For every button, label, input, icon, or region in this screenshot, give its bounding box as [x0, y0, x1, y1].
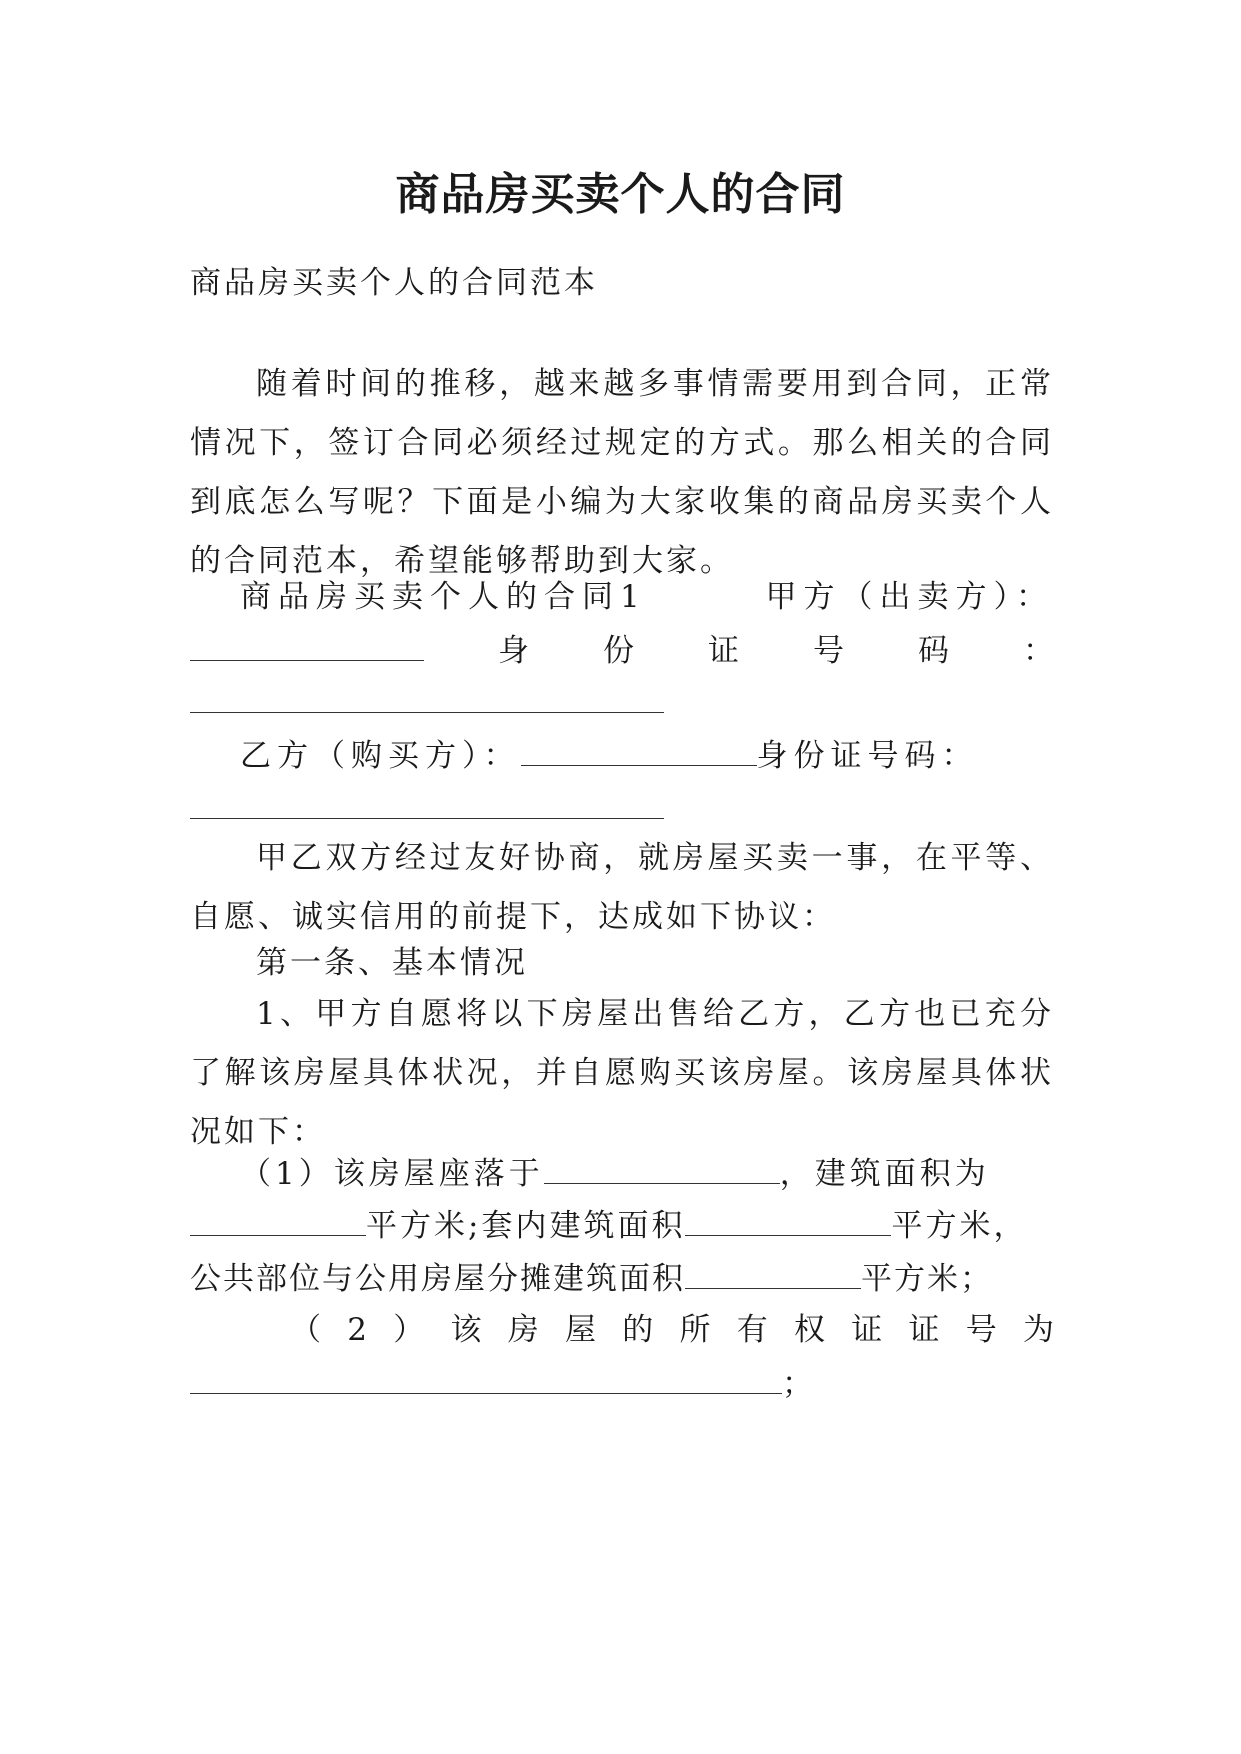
document-title: 商品房买卖个人的合同 [395, 169, 846, 220]
item-2-char-8: 有 [736, 1312, 768, 1348]
document-subtitle: 商品房买卖个人的合同范本 [190, 265, 598, 301]
party-b-label: 乙方（购买方）： [240, 738, 521, 774]
item-2-char-1: 2 [347, 1312, 367, 1348]
item-2-certificate-blank [190, 1353, 782, 1394]
party-b-id-blank [190, 778, 664, 819]
party-b-id-label: 身份证号码： [756, 738, 979, 774]
item-2-char-4: 房 [507, 1312, 539, 1348]
item-2-char-6: 的 [622, 1312, 654, 1348]
party-a-label: 甲方（出卖方）： [765, 579, 1054, 615]
party-b-line [240, 725, 979, 786]
item-1-area-label: ，建筑面积为 [779, 1156, 990, 1192]
id-char-5: ： [1023, 633, 1054, 669]
item-1-inner-area: 套内建筑面积 [481, 1208, 686, 1244]
party-a-name-blank [190, 620, 424, 661]
item-1-inner-area-blank [685, 1195, 891, 1236]
item-2-char-5: 屋 [564, 1312, 596, 1348]
contract-heading: 商品房买卖个人的合同1 [240, 579, 647, 615]
item-1-location-blank [544, 1143, 780, 1184]
item-2-char-0: （ [290, 1312, 321, 1348]
item-2-char-7: 所 [679, 1312, 711, 1348]
item-2-char-11: 证 [908, 1312, 940, 1348]
party-a-id-blank [190, 672, 664, 713]
id-char-0: 身 [498, 633, 529, 669]
item-2-line-2 [190, 1353, 813, 1414]
item-1-line-2 [190, 1195, 1027, 1256]
clause-1: 1、甲方自愿将以下房屋出售给乙方，乙方也已充分了解该房屋具体状况，并自愿购买该房屋。该房屋具体状况如下： [190, 996, 1054, 1150]
item-1-unit-2: 平方米， [891, 1208, 1028, 1244]
party-a-id-blank-line [190, 672, 664, 733]
item-1-shared-area: 公共部位与公用房屋分摊建筑面积 [190, 1261, 685, 1297]
id-char-4: 码 [918, 633, 949, 669]
article-1-title: 第一条、基本情况 [256, 945, 528, 981]
party-b-name-blank [521, 725, 757, 766]
item-1-unit-1: 平方米; [366, 1208, 482, 1244]
item-2-char-12: 号 [965, 1312, 997, 1348]
id-char-3: 号 [813, 633, 844, 669]
item-2-char-2: ） [393, 1312, 425, 1348]
agreement-intro: 甲乙双方经过友好协商，就房屋买卖一事，在平等、自愿、诚实信用的前提下，达成如下协议： [190, 840, 1054, 935]
item-2-char-10: 证 [851, 1312, 883, 1348]
id-char-1: 份 [603, 633, 634, 669]
intro-paragraph: 随着时间的推移，越来越多事情需要用到合同，正常情况下，签订合同必须经过规定的方式。那么相关的合同到底怎么写呢？下面是小编为大家收集的商品房买卖个人的合同范本，希望能够帮助到大家。 [190, 366, 1054, 579]
item-2-line-1 [290, 1300, 1054, 1360]
item-2-char-13: 为 [1022, 1312, 1054, 1348]
item-2-char-3: 该 [450, 1312, 482, 1348]
party-a-line [240, 567, 1054, 627]
item-1-shared-area-blank [685, 1248, 861, 1289]
item-2-char-9: 权 [793, 1312, 825, 1348]
item-1-area-blank [190, 1195, 366, 1236]
item-2-end: ； [782, 1366, 813, 1402]
item-1-unit-3: 平方米； [861, 1261, 993, 1297]
id-char-2: 证 [708, 633, 739, 669]
item-1-prefix: （1）该房屋座落于 [240, 1156, 544, 1192]
